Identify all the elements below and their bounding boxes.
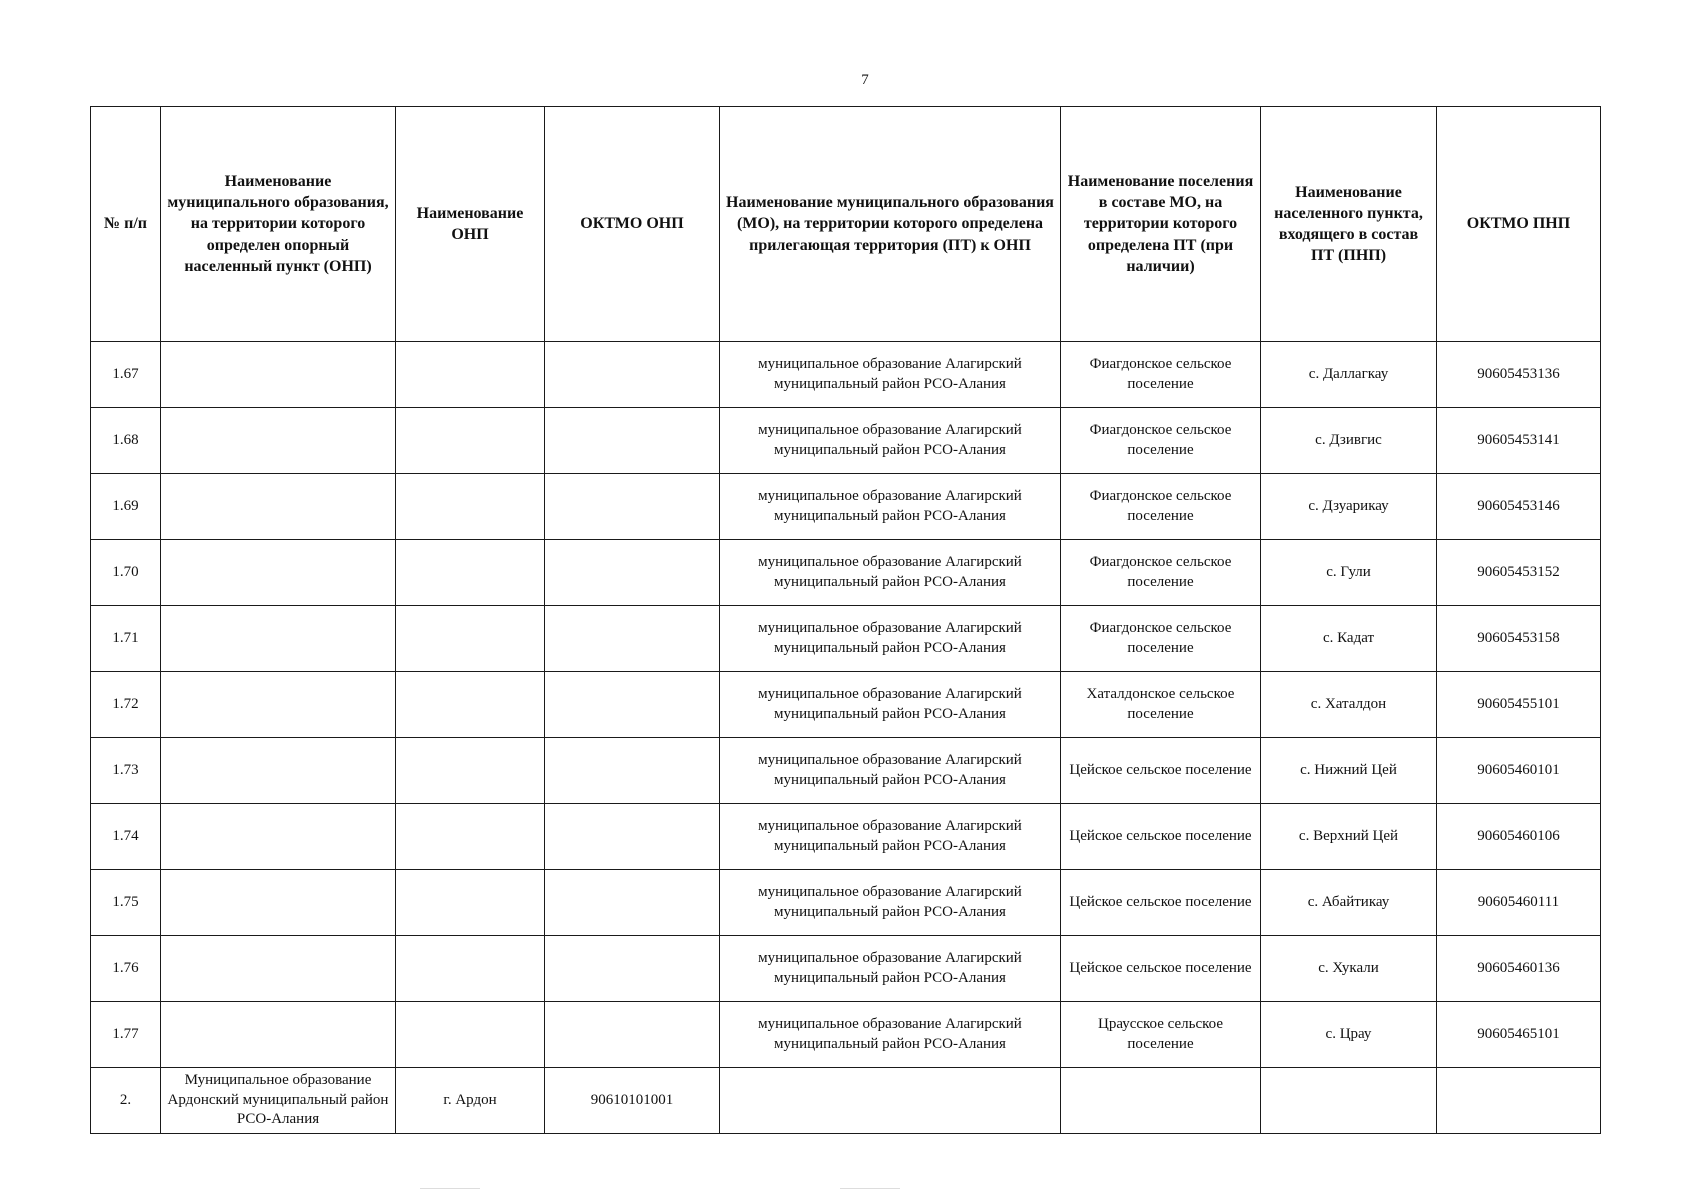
cell-number: 1.70 (91, 540, 161, 606)
cell-pnp-name: с. Дзивгис (1261, 408, 1437, 474)
cell-pt-municipality: муниципальное образование Алагирский муниципальный район РСО-Алания (720, 738, 1061, 804)
cell-number: 1.77 (91, 1002, 161, 1068)
cell-settlement: Цейское сельское поселение (1061, 936, 1261, 1002)
table-row (91, 672, 1601, 738)
table-row (91, 540, 1601, 606)
cell-pnp-name: с. Црау (1261, 1002, 1437, 1068)
cell-settlement (1061, 1068, 1261, 1134)
cell-onp-name: г. Ардон (396, 1068, 545, 1134)
settlements-table (90, 106, 1601, 1134)
cell-onp-oktmo (545, 540, 720, 606)
cell-onp-oktmo (545, 936, 720, 1002)
cell-pt-municipality: муниципальное образование Алагирский муниципальный район РСО-Алания (720, 804, 1061, 870)
cell-onp-oktmo (545, 408, 720, 474)
cell-settlement: Цейское сельское поселение (1061, 870, 1261, 936)
cell-municipality (161, 1002, 396, 1068)
col-header-onp-oktmo: ОКТМО ОНП (545, 107, 720, 342)
table-row (91, 936, 1601, 1002)
cell-pnp-oktmo: 90605460101 (1437, 738, 1601, 804)
cell-settlement: Фиагдонское сельское поселение (1061, 342, 1261, 408)
cell-pnp-name: с. Гули (1261, 540, 1437, 606)
cell-number: 1.67 (91, 342, 161, 408)
cell-pnp-oktmo (1437, 1068, 1601, 1134)
cell-pnp-name: с. Даллагкау (1261, 342, 1437, 408)
col-header-pnp-name: Наименование населенного пункта, входящего в состав ПТ (ПНП) (1261, 107, 1437, 342)
cell-pt-municipality: муниципальное образование Алагирский муниципальный район РСО-Алания (720, 408, 1061, 474)
cell-number: 1.76 (91, 936, 161, 1002)
cell-municipality (161, 342, 396, 408)
cell-municipality (161, 408, 396, 474)
cell-pt-municipality: муниципальное образование Алагирский муниципальный район РСО-Алания (720, 672, 1061, 738)
cell-pt-municipality: муниципальное образование Алагирский муниципальный район РСО-Алания (720, 870, 1061, 936)
cell-onp-name (396, 474, 545, 540)
cell-municipality: Муниципальное образование Ардонский муниципальный район РСО-Алания (161, 1068, 396, 1134)
table-header-row (91, 107, 1601, 342)
cell-pnp-name: с. Дзуарикау (1261, 474, 1437, 540)
cell-pnp-name: с. Хаталдон (1261, 672, 1437, 738)
cell-pnp-oktmo: 90605453152 (1437, 540, 1601, 606)
cell-onp-name (396, 936, 545, 1002)
cell-onp-name (396, 1002, 545, 1068)
cell-pnp-oktmo: 90605455101 (1437, 672, 1601, 738)
cell-pt-municipality (720, 1068, 1061, 1134)
cell-pnp-name: с. Кадат (1261, 606, 1437, 672)
cell-pnp-name (1261, 1068, 1437, 1134)
page-number: 7 (861, 72, 869, 88)
cell-pnp-oktmo: 90605453136 (1437, 342, 1601, 408)
cell-pnp-name: с. Абайтикау (1261, 870, 1437, 936)
cell-settlement: Хаталдонское сельское поселение (1061, 672, 1261, 738)
col-header-pt-municipality: Наименование муниципального образования (МО), на территории которого определена прилегающая территория (ПТ) к ОНП (720, 107, 1061, 342)
cell-settlement: Фиагдонское сельское поселение (1061, 540, 1261, 606)
cell-pnp-name: с. Хукали (1261, 936, 1437, 1002)
cell-pt-municipality: муниципальное образование Алагирский муниципальный район РСО-Алания (720, 474, 1061, 540)
cell-onp-oktmo (545, 1002, 720, 1068)
cell-number: 2. (91, 1068, 161, 1134)
cell-pnp-name: с. Верхний Цей (1261, 804, 1437, 870)
cell-settlement: Фиагдонское сельское поселение (1061, 408, 1261, 474)
cell-onp-oktmo (545, 342, 720, 408)
scan-artifact-line (420, 1188, 480, 1189)
cell-municipality (161, 606, 396, 672)
cell-number: 1.68 (91, 408, 161, 474)
table-row (91, 474, 1601, 540)
cell-municipality (161, 870, 396, 936)
cell-pnp-name: с. Нижний Цей (1261, 738, 1437, 804)
col-header-number: № п/п (91, 107, 161, 342)
cell-onp-oktmo (545, 606, 720, 672)
cell-onp-oktmo (545, 474, 720, 540)
cell-number: 1.73 (91, 738, 161, 804)
table-row (91, 738, 1601, 804)
table-row (91, 408, 1601, 474)
cell-onp-name (396, 672, 545, 738)
table-row (91, 870, 1601, 936)
cell-number: 1.72 (91, 672, 161, 738)
cell-municipality (161, 540, 396, 606)
cell-pnp-oktmo: 90605453146 (1437, 474, 1601, 540)
cell-number: 1.74 (91, 804, 161, 870)
cell-settlement: Фиагдонское сельское поселение (1061, 606, 1261, 672)
cell-onp-name (396, 540, 545, 606)
cell-settlement: Цейское сельское поселение (1061, 738, 1261, 804)
scan-artifact-line (840, 1188, 900, 1189)
table-row (91, 804, 1601, 870)
cell-municipality (161, 474, 396, 540)
table-row (91, 342, 1601, 408)
cell-onp-name (396, 606, 545, 672)
table-row (91, 1002, 1601, 1068)
table-row (91, 1068, 1601, 1134)
col-header-municipality: Наименование муниципального образования, на территории которого определен опорный населенный пункт (ОНП) (161, 107, 396, 342)
col-header-onp-name: Наименование ОНП (396, 107, 545, 342)
cell-municipality (161, 936, 396, 1002)
cell-municipality (161, 738, 396, 804)
cell-pnp-oktmo: 90605460106 (1437, 804, 1601, 870)
cell-pnp-oktmo: 90605465101 (1437, 1002, 1601, 1068)
table-row (91, 606, 1601, 672)
cell-settlement: Фиагдонское сельское поселение (1061, 474, 1261, 540)
cell-pnp-oktmo: 90605453158 (1437, 606, 1601, 672)
cell-pt-municipality: муниципальное образование Алагирский муниципальный район РСО-Алания (720, 936, 1061, 1002)
col-header-settlement: Наименование поселения в составе МО, на территории которого определена ПТ (при наличии) (1061, 107, 1261, 342)
cell-number: 1.75 (91, 870, 161, 936)
col-header-pnp-oktmo: ОКТМО ПНП (1437, 107, 1601, 342)
cell-pt-municipality: муниципальное образование Алагирский муниципальный район РСО-Алания (720, 342, 1061, 408)
cell-onp-name (396, 870, 545, 936)
cell-onp-oktmo (545, 738, 720, 804)
cell-pt-municipality: муниципальное образование Алагирский муниципальный район РСО-Алания (720, 606, 1061, 672)
cell-onp-name (396, 804, 545, 870)
cell-pnp-oktmo: 90605460136 (1437, 936, 1601, 1002)
cell-pnp-oktmo: 90605460111 (1437, 870, 1601, 936)
cell-onp-name (396, 342, 545, 408)
cell-pnp-oktmo: 90605453141 (1437, 408, 1601, 474)
cell-municipality (161, 672, 396, 738)
cell-onp-oktmo: 90610101001 (545, 1068, 720, 1134)
cell-onp-oktmo (545, 870, 720, 936)
cell-onp-name (396, 408, 545, 474)
cell-onp-name (396, 738, 545, 804)
cell-number: 1.69 (91, 474, 161, 540)
cell-settlement: Цраусское сельское поселение (1061, 1002, 1261, 1068)
cell-pt-municipality: муниципальное образование Алагирский муниципальный район РСО-Алания (720, 1002, 1061, 1068)
cell-onp-oktmo (545, 804, 720, 870)
cell-municipality (161, 804, 396, 870)
cell-settlement: Цейское сельское поселение (1061, 804, 1261, 870)
cell-number: 1.71 (91, 606, 161, 672)
cell-pt-municipality: муниципальное образование Алагирский муниципальный район РСО-Алания (720, 540, 1061, 606)
cell-onp-oktmo (545, 672, 720, 738)
